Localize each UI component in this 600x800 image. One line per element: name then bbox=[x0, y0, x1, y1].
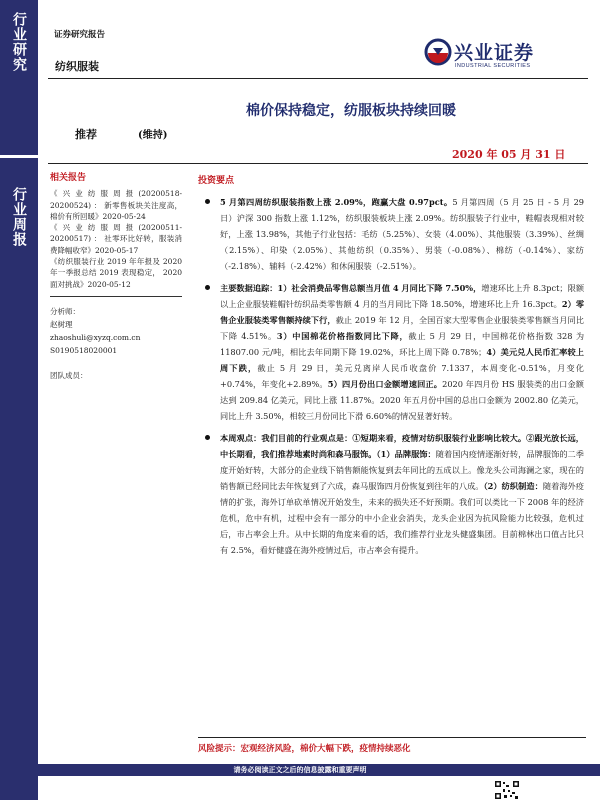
left-column bbox=[50, 173, 182, 382]
footer-disclaimer: 请务必阅读正文之后的信息披露和重要声明 bbox=[233, 765, 367, 774]
risk-divider bbox=[198, 737, 586, 738]
related-report: 《 兴 业 纺 服 周 报 (20200511-20200517) ： 社零环比好转，服装消费降幅收窄》2020-05-17 bbox=[50, 223, 182, 255]
sidebar-divider bbox=[0, 155, 38, 158]
industry-label: 纺织服装 bbox=[55, 60, 99, 73]
report-title: 棉价保持稳定，纺服板块持续回暖 bbox=[246, 103, 456, 119]
analyst-name: 赵树理 bbox=[50, 319, 73, 329]
related-report: 《 兴 业 纺 服 周 报 (20200518-20200524) ： 新零售板块关注度高，棉价有所回暖》2020-05-24 bbox=[50, 189, 182, 221]
risk-warning: 风险提示：宏观经济风险，棉价大幅下跌，疫情持续恶化 bbox=[198, 744, 411, 754]
logo-subtext: INDUSTRIAL SECURITIES bbox=[455, 63, 531, 69]
analyst-email: zhaoshuli@xyzq.com.cn bbox=[50, 332, 141, 342]
bullet-dot-icon bbox=[205, 285, 210, 290]
logo-mark-icon bbox=[424, 38, 452, 66]
sidebar-mid-label: 行业周报 bbox=[11, 187, 27, 247]
report-kind: 证券研究报告 bbox=[54, 30, 106, 40]
analyst-label: 分析师： bbox=[50, 306, 80, 316]
logo-text: 兴业证券 bbox=[454, 42, 535, 64]
header-divider bbox=[48, 78, 588, 79]
key-points-heading: 投资要点 bbox=[198, 176, 235, 186]
left-divider bbox=[50, 296, 182, 297]
related-report: 《纺织服装行业 2019 年年报及 2020 年一季报总结 2019 表现稳定， 2020 面对挑战》2020-05-12 bbox=[50, 257, 182, 289]
report-date: 2020 年 05 月 31 日 bbox=[452, 148, 566, 161]
sidebar bbox=[0, 0, 38, 800]
bullet-weekly-view: 本周观点：我们目前的行业观点是：①短期来看，疫情对纺织服装行业影响比较大。②跟光放长远，中长期看，我们推荐地素时尚和森马服饰。（1）品牌服饰：随着国内疫情逐渐好转，品牌服饰的二季度开始好转，大部分的企业线下销售额能恢复到去年同比的五成以上。像龙头公司海澜之家，现在的销售额已经同比去年恢复到了六成，森马服饰四月份恢复到往年的八成。（2）纺织制造：随着海外疫情的扩张，海外订单砍单情况开始发生，未来的损失还不好预期。我们可以类比一下 2008 年的经济危机，危中有机，过程中会有一部分的中小企业会消失，龙头企业因为抗风险能力比较强，危机过后，市占率会上升。从中长期的角度来看的话，我们推荐行业龙头健盛集团。目前棉林出口值占比只有 2.5%，看好健盛在海外疫情过后，市占率会有提升。 bbox=[198, 430, 584, 558]
rating-label: 推荐 bbox=[75, 128, 97, 141]
bullet-market: 5 月第四周纺织服装指数上涨 2.09%，跑赢大盘 0.97pct。5 月第四周（5 月 25 日 - 5 月 29 日）沪深 300 指数上涨 1.12%，纺织服装板块上涨 2.09%。纺织服装子行业中，鞋帽表现相对较好，上涨 13.98%，其他子行业包括：毛纺（5.25%）、女装（4.00%）、其他服装（3.39%）、丝绸（2.15%）、印染（2.05%）、其他纺织（0.35%）、男装（-0.08%）、棉纺（-0.14%）、家纺（-2.18%）、辅料（-2.42%）和休闲服装（-2.51%）。 bbox=[198, 194, 584, 274]
team-label: 团队成员： bbox=[50, 370, 88, 380]
qr-code-icon bbox=[494, 780, 520, 800]
company-logo bbox=[424, 38, 576, 72]
related-reports-heading: 相关报告 bbox=[50, 173, 87, 183]
bullet-data-tracking: 主要数据追踪：1）社会消费品零售总额当月值 4 月同比下降 7.50%，增速环比上升 8.3pct；限额以上企业服装鞋帽针纺织品类零售额 4 月的当月同比下降 18.50%，增速环比上升 16.3pct。2）零售企业服装类零售额持续下行，截止 2019 年 12 月，全国百家大型零售企业服装类零售额当月同比下降 4.51%。3）中国棉花价格指数同比下降，截止 5 月 29 日，中国棉花价格指数 328 为 11807.00 元/吨，相比去年同期下降 19.02%，环比上周下降 0.78%；4）美元兑人民币汇率较上周下跌，截止 5 月 29 日，美元兑离岸人民币收盘价 7.1337，本周变化-0.51%，月变化+0.74%，年变化+2.89%。5）四月份出口金额增速回正。2020 年四月份 HS 服装类的出口金额达到 209.84 亿美元，同比上涨 11.87%。2020 年五月份中国的总出口金额为 2002.80 亿美元，同比上升 3.50%，相较三月份同比下滑 6.60%的情况显著好转。 bbox=[198, 280, 584, 424]
sidebar-top-label: 行业研究 bbox=[11, 12, 27, 72]
bullet-dot-icon bbox=[205, 199, 210, 204]
analyst-id: S0190518020001 bbox=[50, 345, 118, 355]
rating-sub: (维持) bbox=[138, 130, 168, 141]
bullet-dot-icon bbox=[205, 435, 210, 440]
main-column bbox=[198, 173, 584, 558]
date-divider bbox=[48, 163, 588, 164]
